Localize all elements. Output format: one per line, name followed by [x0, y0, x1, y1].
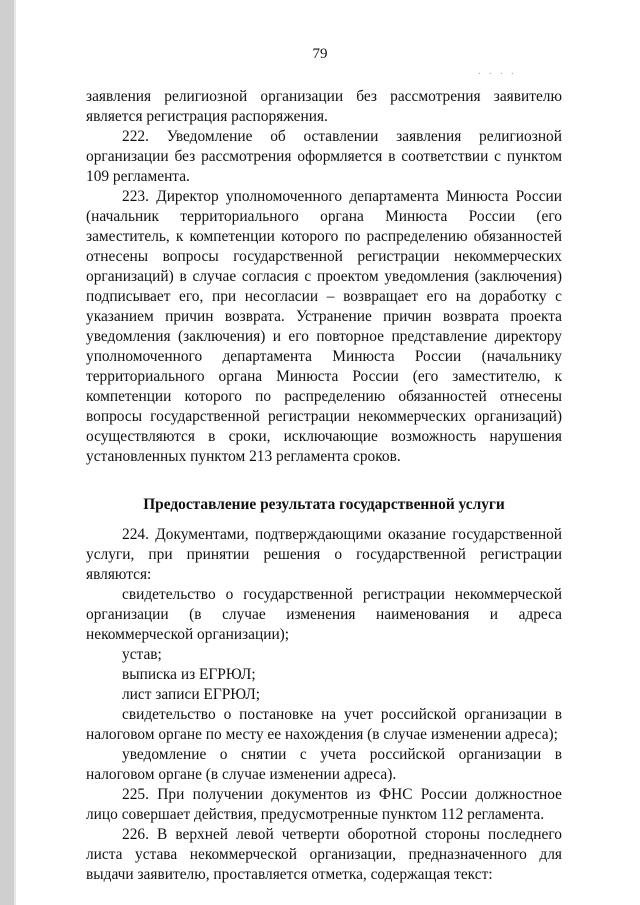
list-item-tax-deregistration-notice: уведомление о снятии с учета российской организации в налоговом органе (в случае изменении адреса). [86, 746, 562, 783]
list-item-tax-registration-certificate: свидетельство о постановке на учет российской организации в налоговом органе по месту ее нахождения (в случае изменении адреса); [86, 706, 562, 743]
list-item-egrul-extract: выписка из ЕГРЮЛ; [122, 666, 256, 683]
page-number: 79 [312, 46, 328, 62]
list-item-charter: устав; [122, 646, 162, 663]
list-item-certificate-registration: свидетельство о государственной регистрации некоммерческой организации (в случае изменения наименования и адреса некоммерческой организации); [86, 586, 562, 643]
scan-page-edge [0, 0, 14, 905]
section-heading: Предоставление результата государственной услуги [143, 496, 505, 513]
paragraph-continuation: заявления религиозной организации без рассмотрения заявителю является регистрация распоряжения. [86, 88, 562, 125]
scan-artifact-dots: . . . . [478, 66, 517, 77]
paragraph-225: 225. При получении документов из ФНС России должностное лицо совершает действия, предусмотренные пунктом 112 регламента. [86, 786, 562, 823]
scan-page-edge-highlight [14, 0, 16, 905]
paragraph-222: 222. Уведомление об оставлении заявления религиозной организации без рассмотрения оформляется в соответствии с пунктом 109 регламента. [86, 128, 562, 185]
paragraph-223: 223. Директор уполномоченного департамента Минюста России (начальник территориального органа Минюста России (его заместитель, к компетенции которого по распределению обязанностей отнесены вопросы государственной регистрации некоммерческих организаций) в случае согласия с проектом уведомления (заключения) подписывает его, при несогласии – возвращает его на доработку с указанием причин возврата. Устранение причин возврата проекта уведомления (заключения) и его повторное представление директору уполномоченного департамента Минюста России (начальнику территориального органа Минюста России (его заместителю, к компетенции которого по распределению обязанностей отнесены вопросы государственной регистрации некоммерческих организаций) осуществляются в сроки, исключающие возможность нарушения установленных пунктом 213 регламента сроков. [86, 188, 562, 465]
list-item-egrul-record-sheet: лист записи ЕГРЮЛ; [122, 686, 261, 703]
document-body [86, 87, 562, 885]
paragraph-226: 226. В верхней левой четверти оборотной стороны последнего листа устава некоммерческой организации, предназначенного для выдачи заявителю, проставляется отметка, содержащая текст: [86, 826, 562, 883]
paragraph-224: 224. Документами, подтверждающими оказание государственной услуги, при принятии решения о государственной регистрации являются: [86, 526, 562, 583]
